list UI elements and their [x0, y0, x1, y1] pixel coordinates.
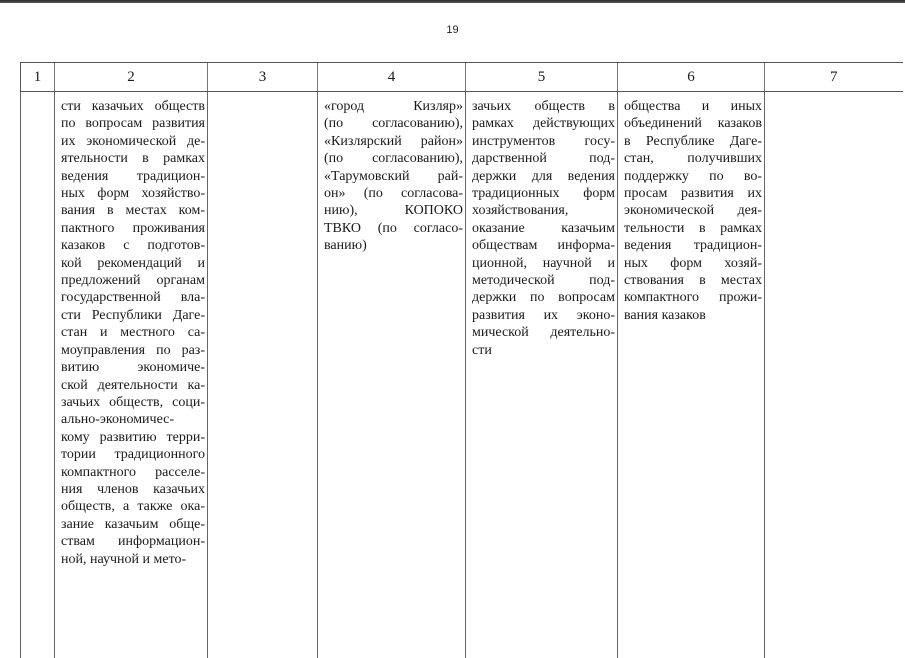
cell-line: мической деятельно- — [472, 324, 615, 341]
cell-line: сти Республики Даге- — [61, 307, 205, 324]
cell-col-2 — [55, 92, 208, 658]
cell-line: ведения традицион- — [624, 237, 762, 254]
cell-line: общества и иных — [624, 98, 762, 115]
scan-edge — [0, 0, 905, 3]
column-header-3: 3 — [208, 63, 318, 92]
cell-line: тельности в рамках — [624, 220, 762, 237]
cell-line: вания в местах ком- — [61, 202, 205, 219]
cell-line: поддержку по во- — [624, 168, 762, 185]
cell-line: «Тарумовский рай- — [324, 168, 463, 185]
cell-line: объединений казаков — [624, 115, 762, 132]
cell-line: витию экономиче- — [61, 359, 205, 376]
cell-col-5-text — [472, 98, 615, 359]
cell-line: компактного расселе- — [61, 464, 205, 481]
cell-line: оказание казачьим — [472, 220, 615, 237]
cell-line: обществам информа- — [472, 237, 615, 254]
cell-col-3 — [208, 92, 318, 658]
cell-line: стан, получивших — [624, 150, 762, 167]
cell-col-7 — [765, 92, 903, 658]
cell-line: тории традиционного — [61, 446, 205, 463]
cell-line: нию), КОПОКО — [324, 202, 463, 219]
column-header-5: 5 — [466, 63, 618, 92]
cell-line: экономической дея- — [624, 202, 762, 219]
cell-col-4 — [318, 92, 466, 658]
cell-line: вания казаков — [624, 307, 762, 324]
cell-line: методической под- — [472, 272, 615, 289]
cell-line: (по согласованию), — [324, 150, 463, 167]
table-row — [21, 92, 903, 658]
cell-col-4-text — [324, 98, 463, 255]
cell-line: держки для ведения — [472, 168, 615, 185]
cell-line: ния членов казачьих — [61, 481, 205, 498]
cell-line: пактного проживания — [61, 220, 205, 237]
cell-line: компактного прожи- — [624, 289, 762, 306]
cell-line: ТВКО (по согласо- — [324, 220, 463, 237]
cell-line: ствования в местах — [624, 272, 762, 289]
cell-line: хозяйствования, — [472, 202, 615, 219]
cell-line: ной, научной и мето- — [61, 551, 205, 568]
cell-line: сти — [472, 342, 615, 359]
column-header-6: 6 — [618, 63, 765, 92]
cell-line: зание казачьим обще- — [61, 516, 205, 533]
cell-line: просам развития их — [624, 185, 762, 202]
cell-line: ствам информацион- — [61, 533, 205, 550]
cell-line: казаков с подготов- — [61, 237, 205, 254]
cell-line: дарственной под- — [472, 150, 615, 167]
cell-line: государственной вла- — [61, 289, 205, 306]
cell-col-6 — [618, 92, 765, 658]
cell-line: ционной, научной и — [472, 255, 615, 272]
cell-line: (по согласованию), — [324, 115, 463, 132]
cell-line: ской деятельности ка- — [61, 377, 205, 394]
cell-line: обществ, а также ока- — [61, 498, 205, 515]
document-table — [20, 62, 903, 658]
cell-line: кой рекомендаций и — [61, 255, 205, 272]
table-header-row — [21, 63, 903, 92]
column-header-7: 7 — [765, 63, 903, 92]
cell-line: их экономической де- — [61, 133, 205, 150]
cell-line: кому развитию терри- — [61, 429, 205, 446]
cell-col-6-text — [624, 98, 762, 324]
cell-line: ально-экономичес- — [61, 411, 205, 428]
cell-line: «Кизлярский район» — [324, 133, 463, 150]
cell-line: моуправления по раз- — [61, 342, 205, 359]
cell-line: сти казачьих обществ — [61, 98, 205, 115]
cell-col-2-text — [61, 98, 205, 568]
column-header-4: 4 — [318, 63, 466, 92]
cell-line: ятельности в рамках — [61, 150, 205, 167]
cell-col-5 — [466, 92, 618, 658]
cell-line: рамках действующих — [472, 115, 615, 132]
cell-line: предложений органам — [61, 272, 205, 289]
cell-col-1 — [21, 92, 55, 658]
cell-line: стан и местного са- — [61, 324, 205, 341]
cell-line: развития их эконо- — [472, 307, 615, 324]
cell-line: в Республике Даге- — [624, 133, 762, 150]
cell-line: зачьих обществ, соци- — [61, 394, 205, 411]
cell-line: держки по вопросам — [472, 289, 615, 306]
cell-line: ных форм хозяй- — [624, 255, 762, 272]
cell-line: традиционных форм — [472, 185, 615, 202]
page-number: 19 — [0, 24, 905, 36]
cell-line: он» (по согласова- — [324, 185, 463, 202]
cell-line: ванию) — [324, 237, 463, 254]
cell-line: «город Кизляр» — [324, 98, 463, 115]
cell-line: по вопросам развития — [61, 115, 205, 132]
column-header-1: 1 — [21, 63, 55, 92]
column-header-2: 2 — [55, 63, 208, 92]
cell-line: инструментов госу- — [472, 133, 615, 150]
cell-line: ведения традицион- — [61, 168, 205, 185]
cell-line: ных форм хозяйство- — [61, 185, 205, 202]
cell-line: зачьих обществ в — [472, 98, 615, 115]
